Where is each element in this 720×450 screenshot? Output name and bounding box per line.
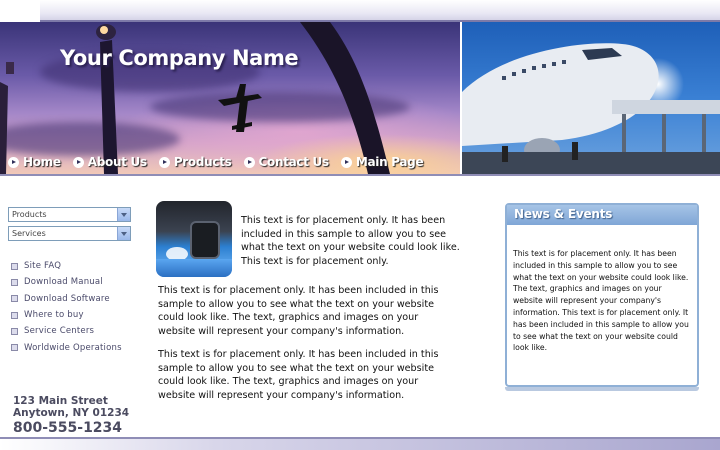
nav-label: Products (173, 155, 232, 169)
nav-label: Main Page (355, 155, 424, 169)
play-circle-icon (341, 157, 352, 168)
airplane-photo (462, 22, 720, 174)
sidebar-link-download-manual[interactable] (11, 274, 122, 290)
body-paragraph-3: This text is for placement only. It has been included in this sample to allow you to see what the text on your website could look like. The text, graphics and images on your website will represent your company's information. (158, 349, 439, 401)
banner-bottom-line (0, 174, 720, 176)
sidebar-link-site-faq[interactable] (11, 258, 122, 274)
play-circle-icon (8, 157, 19, 168)
sidebar-link-download-software[interactable] (11, 291, 122, 307)
bullet-square-icon (11, 295, 18, 302)
products-select[interactable] (8, 207, 131, 222)
chevron-down-icon[interactable] (117, 208, 130, 221)
chevron-down-icon[interactable] (117, 227, 130, 240)
sidebar-link-label: Download Software (24, 293, 110, 304)
play-circle-icon (244, 157, 255, 168)
sidebar-link-worldwide-operations[interactable] (11, 339, 122, 355)
nav-item-contact-us[interactable] (244, 155, 329, 169)
body-paragraph-2: This text is for placement only. It has been included in this sample to allow you to see what the text on your website could look like. The text, graphics and images on your website will represent your company's information. (158, 285, 439, 337)
news-events-box (505, 203, 699, 387)
play-circle-icon (159, 157, 170, 168)
top-strip-notch (0, 0, 40, 22)
bullet-square-icon (11, 312, 18, 319)
banner-sky-photo (0, 22, 460, 174)
sidebar-link-label: Site FAQ (24, 261, 62, 272)
nav-label: Home (23, 155, 61, 169)
top-strip (0, 0, 720, 22)
sidebar-link-where-to-buy[interactable] (11, 307, 122, 323)
engine-shape (190, 221, 220, 259)
news-box-shadow (505, 387, 699, 391)
nav-item-home[interactable] (8, 155, 61, 169)
thumbnail-sky-band (156, 259, 232, 277)
nav-item-main-page[interactable] (341, 155, 423, 169)
sidebar-link-label: Service Centers (24, 326, 95, 337)
company-name: Your Company Name (60, 46, 299, 70)
bullet-square-icon (11, 263, 18, 270)
main-nav (8, 155, 435, 169)
nav-item-about-us[interactable] (73, 155, 147, 169)
services-select[interactable] (8, 226, 131, 241)
sidebar-link-service-centers[interactable] (11, 323, 122, 339)
sidebar-link-label: Where to buy (24, 310, 84, 321)
footer-bar (0, 437, 720, 450)
play-circle-icon (73, 157, 84, 168)
bullet-square-icon (11, 279, 18, 286)
body-paragraph-1: This text is for placement only. It has been included in this sample to allow you to see what the text on your website could look like. This text is for placement only. (241, 215, 460, 267)
footer-line (0, 437, 720, 439)
airplane-engine-thumbnail (156, 201, 232, 277)
airplane-shape (462, 22, 720, 174)
nav-label: About Us (87, 155, 147, 169)
news-title: News & Events (514, 207, 613, 221)
address-line-1: 123 Main Street (13, 395, 108, 407)
products-select-value: Products (12, 210, 47, 219)
company-phone: 800-555-1234 (13, 420, 123, 436)
sidebar-links (11, 258, 122, 356)
header-banner (0, 22, 720, 174)
nav-item-products[interactable] (159, 155, 232, 169)
company-address (13, 395, 129, 419)
sidebar-link-label: Download Manual (24, 277, 103, 288)
nav-label: Contact Us (258, 155, 329, 169)
sidebar-link-label: Worldwide Operations (24, 342, 122, 353)
news-body: This text is for placement only. It has been included in this sample to allow you to see what the text on your website could look like. The text, graphics and images on your website will represent your company's information. This text is for placement only. It has been included in this sample to allow you to see what the text on your website could look like. (513, 249, 689, 353)
banner-silhouettes (0, 22, 460, 174)
bullet-square-icon (11, 328, 18, 335)
services-select-value: Services (12, 229, 46, 238)
address-line-2: Anytown, NY 01234 (13, 407, 130, 419)
bullet-square-icon (11, 344, 18, 351)
